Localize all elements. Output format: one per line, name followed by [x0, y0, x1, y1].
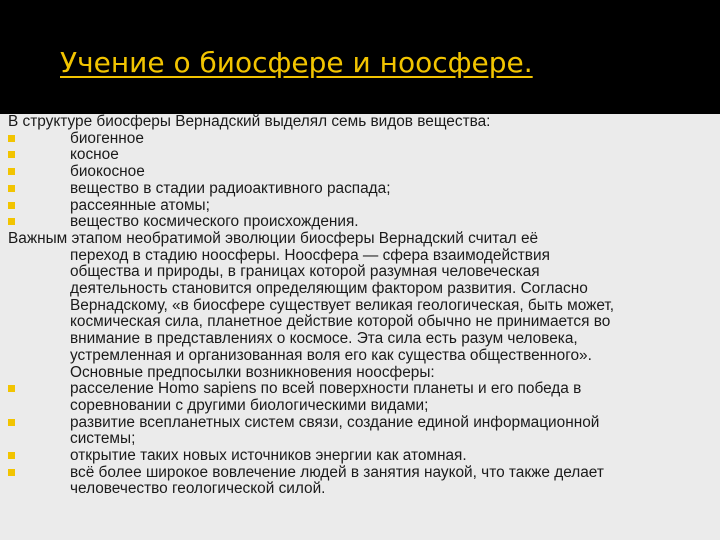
content-body [0, 114, 716, 498]
substance-item: рассеянные атомы; [8, 198, 716, 215]
substance-item: косное [8, 147, 716, 164]
substance-item: биокосное [8, 164, 716, 181]
substance-item: вещество в стадии радиоактивного распада; [8, 181, 716, 198]
paragraph-line: Основные предпосылки возникновения ноосферы: [70, 363, 435, 381]
square-bullet-icon [8, 218, 15, 225]
square-bullet-icon [8, 185, 15, 192]
square-bullet-icon [8, 385, 15, 392]
paragraph-line: переход в стадию ноосферы. Ноосфера — сфера взаимодействия [70, 246, 550, 264]
square-bullet-icon [8, 419, 15, 426]
square-bullet-icon [8, 168, 15, 175]
paragraph-line: Вернадскому, «в биосфере существует великая геологическая, быть может, [70, 296, 615, 314]
intro-text: В структуре биосферы Вернадский выделял семь видов вещества: [8, 113, 491, 130]
paragraph-line: общества и природы, в границах которой разумная человеческая [70, 263, 540, 281]
content-panel [0, 114, 720, 540]
paragraph-line: Важным этапом необратимой эволюции биосферы Вернадский считал её [8, 229, 539, 247]
prerequisite-item: расселение Homo sapiens по всей поверхности планеты и его победа в соревновании с другими биологическими видами; [8, 381, 716, 414]
prerequisite-item: всё более широкое вовлечение людей в занятия наукой, что также делает человечество геологической силой. [8, 465, 716, 498]
square-bullet-icon [8, 151, 15, 158]
paragraph-line: деятельность становится определяющим фактором развития. Согласно [70, 280, 588, 298]
square-bullet-icon [8, 202, 15, 209]
substance-item: биогенное [8, 131, 716, 148]
paragraph-line: внимание в представлениях о космосе. Эта сила есть разум человека, [70, 330, 578, 348]
square-bullet-icon [8, 135, 15, 142]
prerequisite-item: открытие таких новых источников энергии как атомная. [8, 448, 716, 465]
square-bullet-icon [8, 452, 15, 459]
paragraph-continuation [8, 248, 716, 382]
paragraph-line: устремленная и организованная воля его как существа общественного». [70, 346, 592, 364]
prerequisite-item: развитие всепланетных систем связи, создание единой информационной системы; [8, 415, 716, 448]
slide-title: Учение о биосфере и ноосфере. [60, 46, 533, 79]
substance-item: вещество космического происхождения. [8, 214, 716, 231]
square-bullet-icon [8, 469, 15, 476]
paragraph-line: космическая сила, планетное действие которой обычно не принимается во [70, 313, 611, 331]
